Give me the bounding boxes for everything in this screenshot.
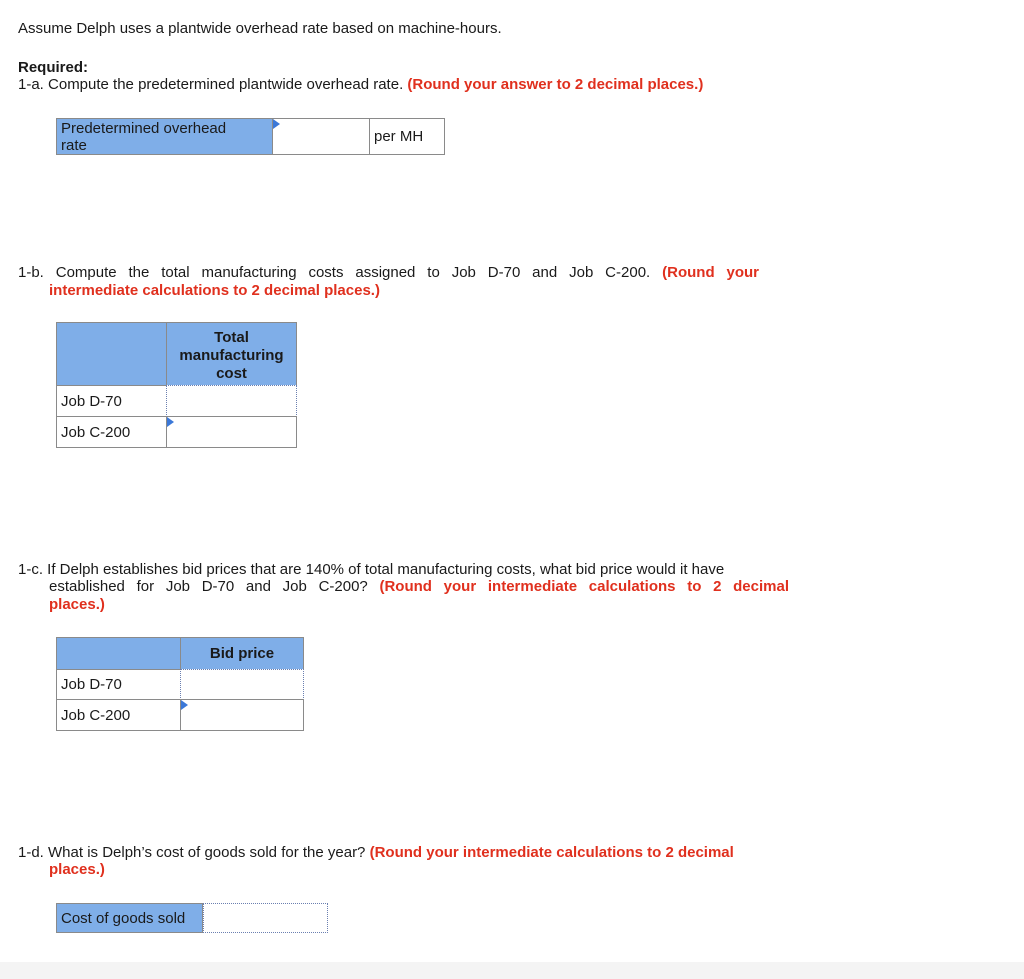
page-bottom-bar <box>0 962 1024 979</box>
q1b-text: 1-b. Compute the total manufacturing costs assigned to Job D-70 and Job C-200. <box>18 264 651 281</box>
bid-row-label-c200: Job C-200 <box>61 707 131 724</box>
overhead-rate-label-line1: Predetermined overhead <box>61 120 227 137</box>
mfg-header-line2: manufacturing <box>179 347 284 364</box>
table-row <box>56 669 181 700</box>
intro-text: Assume Delph uses a plantwide overhead rate based on machine-hours. <box>18 20 502 37</box>
mfg-header-line3: cost <box>216 365 247 382</box>
bid-price-input-c200[interactable] <box>180 699 304 731</box>
required-heading: Required: <box>18 59 89 76</box>
bid-row-label-d70: Job D-70 <box>61 676 122 693</box>
overhead-rate-label-line2: rate <box>61 137 87 154</box>
bid-price-input-d70[interactable] <box>180 669 304 700</box>
mfg-table-header-cell <box>166 322 297 386</box>
q1a-prompt <box>18 76 703 93</box>
q1b-rounding-note-start: (Round your <box>662 264 760 281</box>
bid-header: Bid price <box>209 645 275 662</box>
overhead-rate-unit: per MH <box>374 128 424 145</box>
input-marker-icon <box>273 119 280 129</box>
table-row <box>56 385 167 417</box>
mfg-cost-input-d70[interactable] <box>166 385 297 417</box>
mfg-table-corner-cell <box>56 322 167 386</box>
q1c-prompt-line2 <box>49 578 789 595</box>
overhead-rate-input[interactable] <box>272 118 370 155</box>
overhead-rate-label-cell <box>56 118 273 155</box>
mfg-row-label-d70: Job D-70 <box>61 393 122 410</box>
q1a-rounding-note: (Round your answer to 2 decimal places.) <box>407 76 704 93</box>
q1c-rounding-note-end: places.) <box>49 596 105 613</box>
mfg-header-line1: Total <box>214 329 249 346</box>
q1c-rounding-note-start: (Round your intermediate calculations to 2 decimal <box>379 578 789 595</box>
table-row <box>56 416 167 448</box>
bid-table-header-cell <box>180 637 304 670</box>
input-marker-icon <box>181 700 188 710</box>
mfg-cost-input-c200[interactable] <box>166 416 297 448</box>
q1d-rounding-note-end: places.) <box>49 861 105 878</box>
mfg-row-label-c200: Job C-200 <box>61 424 131 441</box>
q1c-text: established for Job D-70 and Job C-200? <box>49 578 368 595</box>
q1c-prompt-line1: 1-c. If Delph establishes bid prices that are 140% of total manufacturing costs, what bid price would it have <box>18 561 725 578</box>
q1d-rounding-note-start: (Round your intermediate calculations to 2 decimal <box>369 844 734 861</box>
cogs-label: Cost of goods sold <box>61 910 186 927</box>
bid-table-corner-cell <box>56 637 181 670</box>
overhead-rate-unit-cell <box>369 118 445 155</box>
q1b-prompt-line1 <box>18 264 759 281</box>
q1a-text: 1-a. Compute the predetermined plantwide overhead rate. <box>18 76 404 93</box>
table-row <box>56 699 181 731</box>
input-marker-icon <box>167 417 174 427</box>
cogs-input[interactable] <box>203 903 328 933</box>
q1d-text: 1-d. What is Delph’s cost of goods sold for the year? <box>18 844 366 861</box>
q1b-rounding-note-end: intermediate calculations to 2 decimal places.) <box>49 282 380 299</box>
q1b-prompt-line1-justified <box>18 264 759 281</box>
q1d-prompt-line1 <box>18 844 734 861</box>
q1c-prompt-line2-justified <box>49 578 789 595</box>
cogs-label-cell <box>56 903 203 933</box>
